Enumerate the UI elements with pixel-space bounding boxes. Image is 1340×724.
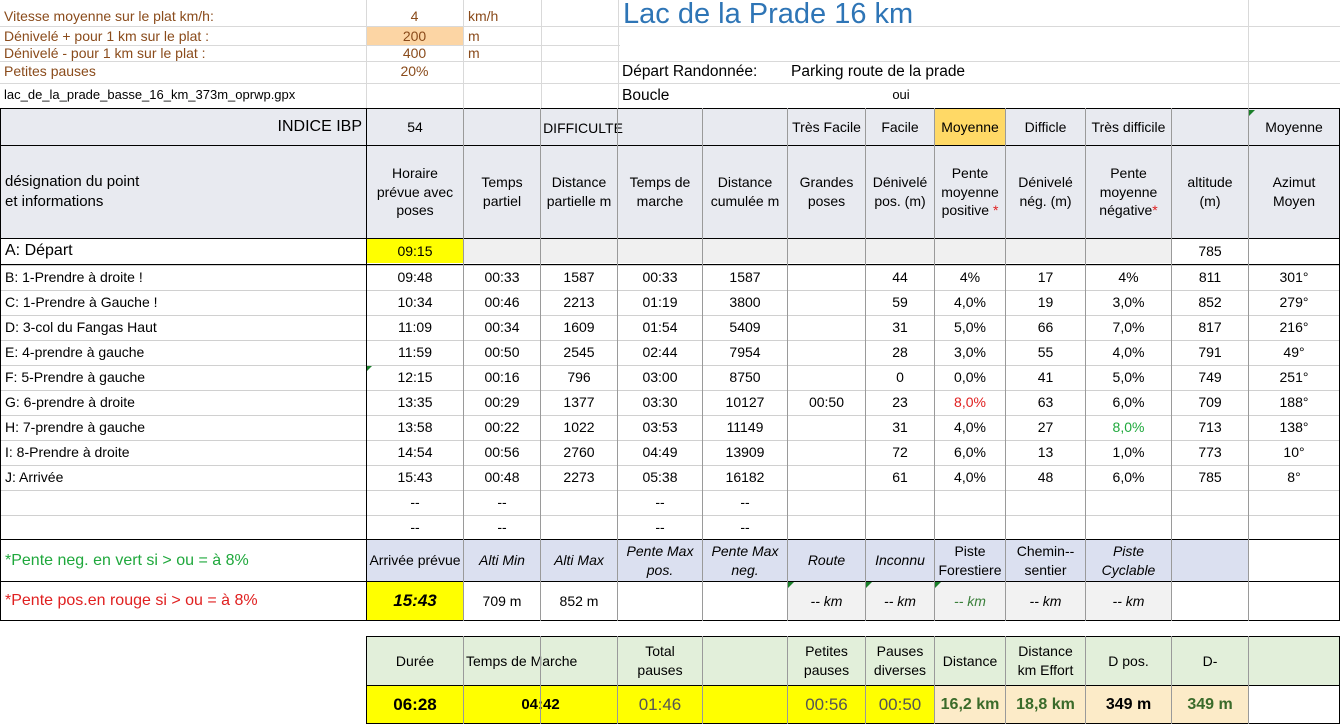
cell-tp: 00:16: [484, 368, 520, 385]
cell-dneg: [1006, 239, 1085, 263]
cell-gp: [788, 440, 865, 464]
cell-dneg: 13: [1037, 443, 1054, 460]
cell-alt: 709: [1198, 393, 1222, 410]
cell-tm: 02:44: [642, 343, 678, 360]
v-blank1: [1172, 582, 1248, 620]
dplus-value[interactable]: 200: [366, 27, 463, 45]
cell-tp: 00:50: [484, 343, 520, 360]
t-h-dpos: D pos.: [1086, 637, 1171, 685]
speed-unit: km/h: [468, 7, 499, 24]
cell-horaire: 10:34: [397, 293, 433, 310]
gpx-filename: lac_de_la_prade_basse_16_km_373m_oprwp.gpx: [4, 87, 296, 103]
cell-dneg: 27: [1037, 418, 1054, 435]
cell-tm: --: [655, 518, 665, 535]
speed-value[interactable]: 4: [410, 7, 419, 24]
cell-tm: 03:53: [642, 418, 678, 435]
pauses-value[interactable]: 20%: [400, 62, 429, 79]
cell-pneg: 4,0%: [1112, 343, 1145, 360]
cell-ppos: 4%: [959, 268, 981, 285]
cell-dneg: 63: [1037, 393, 1054, 410]
cell-az: [1249, 239, 1339, 263]
level-moyenne: Moyenne: [935, 109, 1005, 145]
v-arrivee: 15:43: [367, 582, 463, 620]
cell-pneg: 5,0%: [1112, 368, 1145, 385]
cell-name[interactable]: E: 4-prendre à gauche: [5, 343, 145, 360]
cell-gp: [788, 239, 865, 263]
cell-dc: 1587: [729, 268, 761, 285]
cell-horaire: 15:43: [397, 468, 433, 485]
cell-alt: [1172, 490, 1248, 514]
t-v-dpos: 349 m: [1086, 686, 1171, 724]
cell-ppos: 4,0%: [954, 468, 986, 485]
cell-alt: 785: [1198, 468, 1222, 485]
col-deniv-pos: Dénivelé pos. (m): [866, 146, 934, 238]
col-pente-pos-text: Pente moyenne positive: [941, 164, 999, 219]
t-h-marche: Temps de Marche: [464, 637, 617, 685]
h-blank1: [1172, 540, 1248, 581]
cell-dc: 16182: [725, 468, 765, 485]
cell-dp: [541, 515, 617, 539]
cell-dpos: 23: [892, 393, 908, 410]
cell-name[interactable]: D: 3-col du Fangas Haut: [5, 318, 157, 335]
t-v-effort: 18,8 km: [1006, 686, 1085, 724]
cell-gp: [788, 465, 865, 489]
cell-dpos: 59: [892, 293, 908, 310]
col-distance-cumulee: Distance cumulée m: [703, 146, 787, 238]
cell-tp: --: [497, 493, 507, 510]
dplus-label: Dénivelé + pour 1 km sur le plat :: [4, 27, 210, 44]
cell-horaire: 12:15: [397, 368, 433, 385]
cell-az: 279°: [1279, 293, 1309, 310]
dminus-value[interactable]: 400: [402, 44, 427, 61]
cell-tm: 01:54: [642, 318, 678, 335]
cell-tp: 00:29: [484, 393, 520, 410]
h-arrivee: Arrivée prévue: [367, 540, 463, 581]
cell-tp: 00:46: [484, 293, 520, 310]
cell-dpos: 61: [892, 468, 908, 485]
level-difficle: Difficle: [1006, 109, 1085, 145]
cell-dc: 3800: [729, 293, 761, 310]
note-pos: *Pente pos.en rouge si > ou = à 8%: [5, 592, 258, 610]
h-piste: Piste Forestiere: [935, 540, 1005, 581]
v-piste: -- km: [935, 582, 1005, 620]
cell-dp: 2760: [563, 443, 595, 460]
cell-alt: 852: [1198, 293, 1222, 310]
cell-gp: [788, 415, 865, 439]
cell-tm: 00:33: [642, 268, 678, 285]
col-temps-marche: Temps de marche: [618, 146, 702, 238]
cell-pneg: 8,0%: [1112, 418, 1145, 435]
cell-tp: 00:56: [484, 443, 520, 460]
cell-name[interactable]: H: 7-prendre à gauche: [5, 418, 146, 435]
cell-horaire: 09:48: [397, 268, 433, 285]
cell-tm: 05:38: [642, 468, 678, 485]
cell-ppos: [935, 490, 1005, 514]
h-chemin: Chemin-- sentier: [1006, 540, 1085, 581]
v-blank2: [1249, 582, 1339, 620]
v-pentemaxpos: [618, 582, 702, 620]
cell-gp: [788, 365, 865, 389]
ibp-label: INDICE IBP: [1, 109, 366, 145]
cell-az: 188°: [1279, 393, 1309, 410]
cell-name[interactable]: F: 5-Prendre à gauche: [5, 368, 146, 385]
cell-pneg: [1086, 490, 1171, 514]
cell-ppos: 0,0%: [954, 368, 986, 385]
cell-tp: [464, 239, 540, 263]
h-route: Route: [788, 540, 865, 581]
cell-horaire: --: [410, 518, 420, 535]
cell-dc: 7954: [729, 343, 761, 360]
t-h-totalpauses: Total pauses: [618, 637, 702, 685]
cell-name[interactable]: B: 1-Prendre à droite !: [5, 268, 143, 285]
cell-alt: 785: [1198, 242, 1222, 259]
col-temps-partiel: Temps partiel: [464, 146, 540, 238]
cell-dp: 1609: [563, 318, 595, 335]
t-v-diverses: 00:50: [866, 686, 934, 724]
page-title: Lac de la Prade 16 km: [623, 0, 914, 30]
t-h-diverses: Pauses diverses: [866, 637, 934, 685]
v-cyclable: -- km: [1086, 582, 1171, 620]
cell-dp: 1377: [563, 393, 595, 410]
cell-pneg: 4%: [1118, 268, 1139, 285]
cell-dp: [541, 490, 617, 514]
cell-dneg: [1006, 490, 1085, 514]
t-h-blank: [703, 637, 787, 685]
cell-horaire: 13:58: [397, 418, 433, 435]
difficulte-label: DIFFICULTE: [464, 109, 702, 145]
h-cyclable: Piste Cyclable: [1086, 540, 1171, 581]
cell-az: 138°: [1279, 418, 1309, 435]
t-v-blank2: [1249, 686, 1339, 724]
h-blank2: [1249, 540, 1339, 581]
cell-horaire: 14:54: [397, 443, 433, 460]
cell-dpos: 44: [892, 268, 908, 285]
cell-horaire: 13:35: [397, 393, 433, 410]
cell-alt: 811: [1198, 268, 1222, 285]
t-h-effort: Distance km Effort: [1006, 637, 1085, 685]
cell-az: 216°: [1279, 318, 1309, 335]
cell-az: 8°: [1287, 468, 1301, 485]
cell-dneg: [1006, 515, 1085, 539]
cell-dneg: 19: [1037, 293, 1054, 310]
cell-horaire: 09:15: [367, 239, 463, 263]
t-h-blank2: [1249, 637, 1339, 685]
cell-dpos: 31: [892, 418, 908, 435]
cell-tp: --: [497, 518, 507, 535]
cell-dc: 10127: [725, 393, 765, 410]
t-h-duree: Durée: [367, 637, 463, 685]
v-inconnu: -- km: [866, 582, 934, 620]
cell-gp: [788, 515, 865, 539]
cell-dc: --: [740, 493, 750, 510]
col-grandes-poses: Grandes poses: [788, 146, 865, 238]
col-pente-pos: [935, 146, 1005, 238]
v-altimax: 852 m: [559, 592, 599, 609]
cell-az: 49°: [1283, 343, 1305, 360]
cell-pneg: 7,0%: [1112, 318, 1145, 335]
cell-dneg: 55: [1037, 343, 1054, 360]
col-pente-neg-text: Pente moyenne négative: [1099, 164, 1158, 219]
cell-dneg: 48: [1037, 468, 1054, 485]
cell-name[interactable]: I: 8-Prendre à droite: [5, 443, 130, 460]
cell-name[interactable]: [1, 490, 366, 514]
cell-dp: 796: [567, 368, 591, 385]
cell-name[interactable]: J: Arrivée: [5, 468, 64, 485]
t-h-petites: Petites pauses: [788, 637, 865, 685]
cell-dc: 5409: [729, 318, 761, 335]
col-distance-partielle: Distance partielle m: [541, 146, 617, 238]
cell-pneg: 6,0%: [1112, 468, 1145, 485]
cell-dp: 1022: [563, 418, 595, 435]
cell-pneg: 6,0%: [1112, 393, 1145, 410]
h-pentemaxneg: Pente Max neg.: [703, 540, 787, 581]
t-v-duree: 06:28: [367, 686, 463, 724]
cell-az: 251°: [1279, 368, 1309, 385]
cell-tm: --: [655, 493, 665, 510]
cell-tm: 03:30: [642, 393, 678, 410]
cell-dpos: [866, 515, 934, 539]
cell-tp: 00:34: [484, 318, 520, 335]
cell-horaire: --: [410, 493, 420, 510]
cell-dp: 2545: [563, 343, 595, 360]
v-chemin: -- km: [1006, 582, 1085, 620]
cell-name[interactable]: G: 6-prendre à droite: [5, 393, 135, 410]
t-v-distance: 16,2 km: [935, 686, 1005, 724]
cell-dpos: [866, 239, 934, 263]
cell-ppos: 4,0%: [954, 418, 986, 435]
h-altimax: Alti Max: [541, 540, 617, 581]
col-altitude: altitude (m): [1172, 146, 1248, 238]
v-route: -- km: [788, 582, 865, 620]
cell-pneg: [1086, 239, 1171, 263]
cell-ppos: [935, 239, 1005, 263]
depart-label: Départ Randonnée:: [622, 62, 758, 80]
cell-gp: [788, 490, 865, 514]
cell-dpos: [866, 490, 934, 514]
cell-name[interactable]: [1, 515, 366, 539]
cell-dpos: 72: [892, 443, 908, 460]
cell-dneg: 17: [1037, 268, 1054, 285]
level-tres-facile: Très Facile: [788, 109, 865, 145]
cell-tm: 04:49: [642, 443, 678, 460]
h-inconnu: Inconnu: [866, 540, 934, 581]
cell-horaire: 11:09: [398, 318, 432, 335]
cell-ppos: [935, 515, 1005, 539]
ibp-result: Moyenne: [1249, 109, 1339, 145]
boucle-value[interactable]: oui: [892, 87, 910, 103]
cell-ppos: 8,0%: [954, 393, 986, 410]
cell-gp: 00:50: [808, 393, 845, 410]
cell-name[interactable]: C: 1-Prendre à Gauche !: [5, 293, 158, 310]
cell-alt: 773: [1198, 443, 1222, 460]
cell-ppos: 5,0%: [954, 318, 986, 335]
cell-tm: 01:19: [642, 293, 678, 310]
v-altimin: 709 m: [482, 592, 522, 609]
speed-label: Vitesse moyenne sur le plat km/h:: [4, 7, 214, 24]
cell-alt: 817: [1198, 318, 1222, 335]
cell-tp: 00:48: [484, 468, 520, 485]
cell-gp: [788, 265, 865, 289]
h-altimin: Alti Min: [464, 540, 540, 581]
cell-dc: 8750: [729, 368, 761, 385]
depart-value[interactable]: Parking route de la prade: [791, 62, 966, 80]
level-tres-difficile: Très difficile: [1086, 109, 1171, 145]
pauses-label: Petites pauses: [4, 62, 96, 79]
t-v-totalpauses: 01:46: [618, 686, 702, 724]
cell-tm: [618, 239, 702, 263]
cell-dpos: 31: [892, 318, 908, 335]
cell-tm: 03:00: [642, 368, 678, 385]
cell-alt: 749: [1198, 368, 1222, 385]
cell-tp: 00:22: [484, 418, 520, 435]
t-v-marche: 04:42: [464, 686, 617, 724]
cell-dc: --: [740, 518, 750, 535]
cell-dneg: 41: [1037, 368, 1054, 385]
t-h-distance: Distance: [935, 637, 1005, 685]
cell-gp: [788, 340, 865, 364]
level-facile: Facile: [866, 109, 934, 145]
cell-alt: 791: [1198, 343, 1222, 360]
cell-gp: [788, 315, 865, 339]
v-pentemaxneg: [703, 582, 787, 620]
col-horaire: Horaire prévue avec poses: [367, 146, 463, 238]
dplus-unit: m: [468, 27, 480, 44]
ibp-blank: [1172, 109, 1248, 145]
cell-dp: 2273: [563, 468, 595, 485]
cell-dp: [541, 239, 617, 263]
cell-alt: 713: [1198, 418, 1222, 435]
cell-pneg: 3,0%: [1112, 293, 1145, 310]
t-v-dneg: 349 m: [1172, 686, 1248, 724]
col-designation: désignation du point et informations: [1, 146, 366, 238]
cell-dc: 11149: [726, 418, 764, 435]
col-deniv-neg: Dénivelé nég. (m): [1006, 146, 1085, 238]
cell-tp: 00:33: [484, 268, 520, 285]
cell-ppos: 3,0%: [954, 343, 986, 360]
cell-horaire: 11:59: [398, 343, 432, 360]
cell-name[interactable]: A: Départ: [5, 242, 73, 260]
cell-ppos: 6,0%: [954, 443, 986, 460]
cell-alt: [1172, 515, 1248, 539]
cell-ppos: 4,0%: [954, 293, 986, 310]
t-v-blank: [703, 686, 787, 724]
cell-dpos: 0: [896, 368, 904, 385]
ibp-value: 54: [367, 109, 463, 145]
dminus-unit: m: [468, 44, 480, 61]
t-v-petites: 00:56: [788, 686, 865, 724]
col-pente-neg-star: *: [1152, 202, 1158, 219]
cell-pneg: 1,0%: [1112, 443, 1145, 460]
cell-az: 301°: [1279, 268, 1309, 285]
t-h-dneg: D-: [1172, 637, 1248, 685]
cell-az: 10°: [1283, 443, 1305, 460]
cell-pneg: [1086, 515, 1171, 539]
cell-az: [1249, 515, 1339, 539]
boucle-label: Boucle: [622, 86, 670, 104]
cell-gp: [788, 290, 865, 314]
cell-dpos: 28: [892, 343, 908, 360]
ibp-empty: [703, 109, 787, 145]
cell-dp: 1587: [563, 268, 595, 285]
note-neg: *Pente neg. en vert si > ou = à 8%: [5, 551, 249, 569]
cell-dp: 2213: [563, 293, 595, 310]
cell-dneg: 66: [1037, 318, 1054, 335]
cell-dc: 13909: [725, 443, 765, 460]
col-pente-pos-star: *: [992, 202, 999, 219]
dminus-label: Dénivelé - pour 1 km sur le plat :: [4, 44, 206, 61]
cell-az: [1249, 490, 1339, 514]
cell-dc: [703, 239, 787, 263]
h-pentemaxpos: Pente Max pos.: [618, 540, 702, 581]
col-pente-neg: [1086, 146, 1171, 238]
col-azimut: Azimut Moyen: [1249, 146, 1339, 238]
